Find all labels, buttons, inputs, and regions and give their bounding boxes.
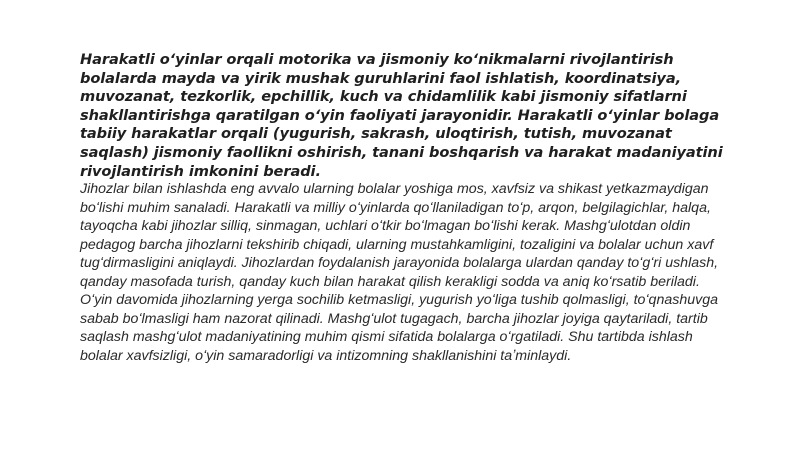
slide-body-text: Jihozlar bilan ishlashda eng avvalo ularning bolalar yoshiga mos, xavfsiz va shikast yetkazmaydigan boʻlishi muhim sanaladi. Harakatli va milliy oʻyinlarda qoʻllaniladigan toʻp, arqon, belgilagichlar, halqa, tayoqcha kabi jihozlar silliq, sinmagan, uchlari oʻtkir boʻlmagan boʻlishi kerak. Mashgʻulotdan oldin pedagog barcha jihozlarni tekshirib chiqadi, ularning mustahkamligini, tozaligini va bolalar uchun xavf tugʻdirmasligini aniqlaydi. Jihozlardan foydalanish jarayonida bolalarga ulardan qanday toʻgʻri ushlash, qanday masofada turish, qanday kuch bilan harakat qilish kerakligi sodda va aniq koʻrsatib beriladi. Oʻyin davomida jihozlarning yerga sochilib ketmasligi, yugurish yoʻliga tushib qolmasligi, toʻqnashuvga sabab boʻlmasligi ham nazorat qilinadi. Mashgʻulot tugagach, barcha jihozlar joyiga qaytariladi, tartib saqlash mashgʻulot madaniyatining muhim qismi sifatida bolalarga oʻrgatiladi. Shu tartibda ishlash bolalar xavfsizligi, oʻyin samaradorligi va intizomning shakllanishini taʼminlaydi. <box>80 181 719 364</box>
slide-heading: Harakatli oʻyinlar orqali motorika va jismoniy koʻnikmalarni rivojlantirish bolalarda mayda va yirik mushak guruhlarini faol ishlatish, koordinatsiya, muvozanat, tezkorlik, epchillik, kuch va chidamlilik kabi jismoniy sifatlarni shakllantirishga qaratilgan oʻyin faoliyati jarayonidir. Harakatli oʻyinlar bolaga tabiiy harakatlar orqali (yugurish, sakrash, uloqtirish, tutish, muvozanat saqlash) jismoniy faollikni oshirish, tanani boshqarish va harakat madaniyatini rivojlantirish imkonini beradi. <box>80 51 723 180</box>
